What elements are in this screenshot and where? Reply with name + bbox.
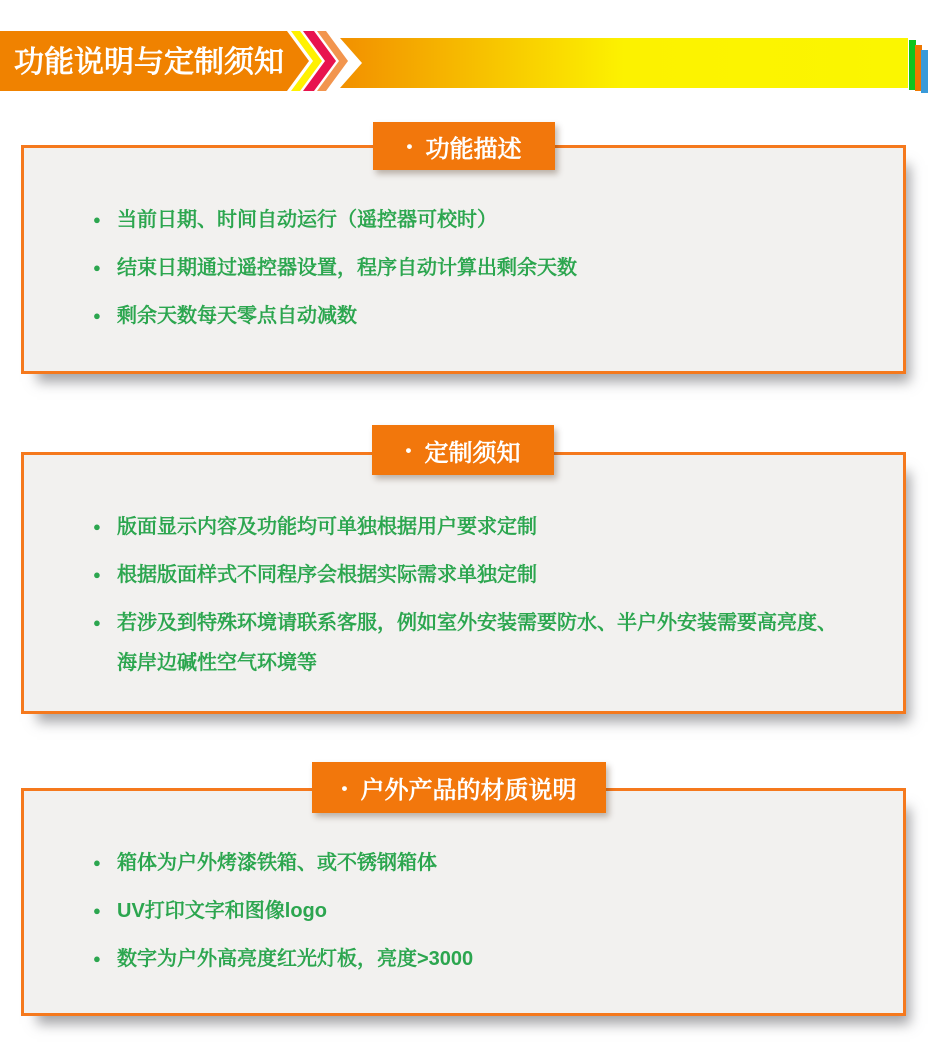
badge-dot-icon: • bbox=[341, 778, 348, 798]
bullet-text: UV打印文字和图像logo bbox=[117, 900, 327, 922]
section-badge-customization-notes bbox=[372, 425, 554, 475]
edge-bar-green bbox=[909, 40, 916, 90]
bullet-dot-icon: ● bbox=[93, 519, 101, 534]
badge-dot-icon: • bbox=[406, 137, 413, 156]
list-item bbox=[93, 939, 855, 979]
section-panel-customization-notes bbox=[21, 452, 906, 714]
bullet-list bbox=[24, 455, 903, 683]
section-badge-label: 户外产品的材质说明 bbox=[360, 777, 577, 804]
section-panel-function-description bbox=[21, 145, 906, 374]
list-item bbox=[93, 891, 855, 931]
bullet-list bbox=[24, 791, 903, 979]
edge-bar-orange bbox=[915, 45, 922, 91]
bullet-dot-icon: ● bbox=[93, 212, 101, 227]
list-item bbox=[93, 603, 855, 683]
bullet-dot-icon: ● bbox=[93, 260, 101, 275]
badge-dot-icon: • bbox=[405, 441, 412, 460]
bullet-text: 剩余天数每天零点自动减数 bbox=[117, 305, 357, 327]
bullet-list bbox=[24, 148, 903, 336]
bullet-dot-icon: ● bbox=[93, 308, 101, 323]
bullet-text: 版面显示内容及功能均可单独根据用户要求定制 bbox=[117, 516, 537, 538]
section-badge-label: 定制须知 bbox=[424, 439, 521, 467]
bullet-dot-icon: ● bbox=[93, 951, 101, 966]
list-item bbox=[93, 248, 855, 288]
section-badge-function-description bbox=[373, 122, 555, 170]
list-item bbox=[93, 200, 855, 240]
bullet-dot-icon: ● bbox=[93, 615, 101, 630]
list-item bbox=[93, 555, 855, 595]
bullet-text: 若涉及到特殊环境请联系客服，例如室外安装需要防水、半户外安装需要高亮度、海岸边碱性空气环境等 bbox=[117, 612, 837, 674]
bullet-text: 结束日期通过遥控器设置，程序自动计算出剩余天数 bbox=[117, 257, 577, 279]
edge-bar-blue bbox=[921, 50, 928, 93]
list-item bbox=[93, 507, 855, 547]
bullet-text: 数字为户外高亮度红光灯板，亮度>3000 bbox=[117, 948, 474, 970]
section-badge-outdoor-materials bbox=[312, 762, 606, 813]
page-banner bbox=[0, 0, 930, 96]
bullet-text: 根据版面样式不同程序会根据实际需求单独定制 bbox=[117, 564, 537, 586]
gradient-band bbox=[340, 38, 908, 88]
list-item bbox=[93, 296, 855, 336]
bullet-text: 当前日期、时间自动运行（遥控器可校时） bbox=[117, 209, 497, 231]
list-item bbox=[93, 843, 855, 883]
section-panel-outdoor-materials bbox=[21, 788, 906, 1016]
section-badge-label: 功能描述 bbox=[425, 135, 522, 163]
bullet-dot-icon: ● bbox=[93, 855, 101, 870]
bullet-text: 箱体为户外烤漆铁箱、或不锈钢箱体 bbox=[117, 852, 437, 874]
bullet-dot-icon: ● bbox=[93, 567, 101, 582]
page-title: 功能说明与定制须知 bbox=[14, 46, 284, 79]
bullet-dot-icon: ● bbox=[93, 903, 101, 918]
